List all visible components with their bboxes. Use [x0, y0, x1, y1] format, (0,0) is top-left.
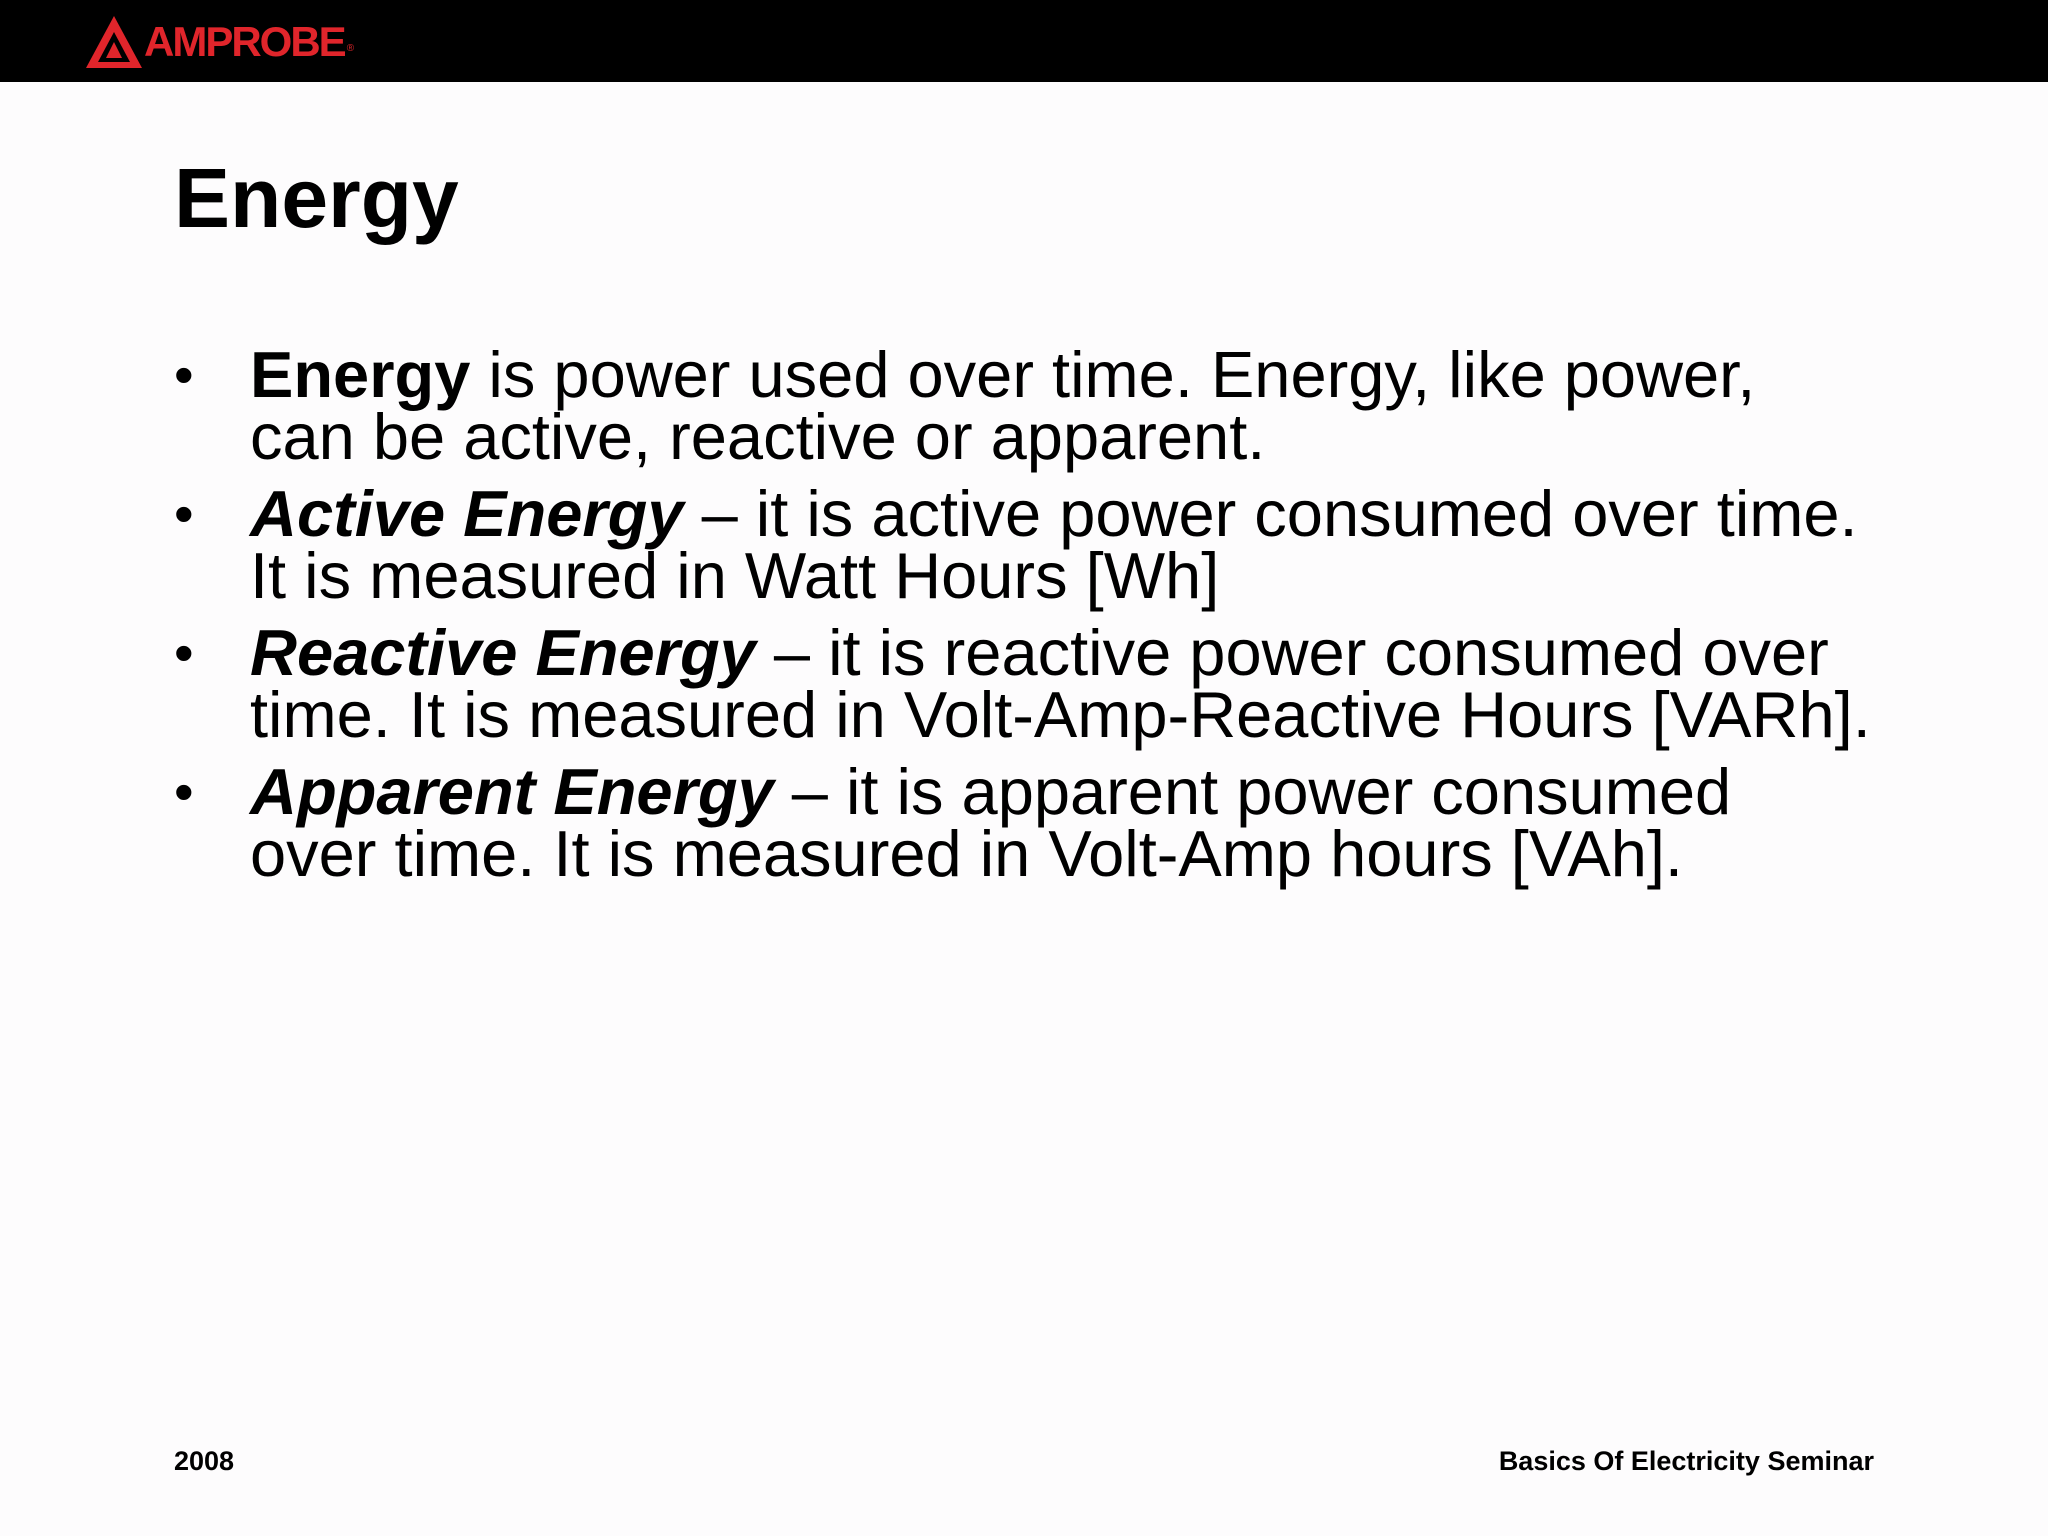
- slide-title: Energy: [174, 151, 459, 245]
- bullet-term: Active Energy: [250, 477, 684, 550]
- bullet-marker: •: [174, 621, 194, 684]
- amprobe-triangle-logo-icon: [84, 14, 144, 70]
- bullet-marker: •: [174, 343, 194, 406]
- brand-name: AMPROBE: [144, 18, 345, 65]
- bullet-item: [174, 755, 1874, 890]
- bullet-item: [174, 616, 1874, 751]
- bullet-term: Reactive Energy: [250, 616, 756, 689]
- bullet-list: [174, 338, 1874, 900]
- amprobe-logo: [84, 14, 354, 70]
- bullet-item: [174, 338, 1874, 473]
- footer-seminar-title: Basics Of Electricity Seminar: [1498, 1446, 1874, 1476]
- bullet-item: [174, 477, 1874, 612]
- bullet-text: – it is active power consumed over time. It is measured in Watt Hours [Wh]: [250, 477, 1858, 612]
- bullet-text: – it is apparent power consumed over time. It is measured in Volt-Amp hours [VAh].: [250, 755, 1732, 890]
- bullet-marker: •: [174, 760, 194, 823]
- bullet-text: is power used over time. Energy, like power, can be active, reactive or apparent.: [250, 338, 1756, 473]
- trademark-symbol: ®: [346, 42, 355, 54]
- bullet-term: Apparent Energy: [250, 755, 774, 828]
- footer-year: 2008: [174, 1446, 235, 1476]
- bullet-text: – it is reactive power consumed over time. It is measured in Volt-Amp-Reactive Hours [VARh].: [250, 616, 1871, 751]
- bullet-term: Energy: [250, 338, 471, 411]
- header-bar: [0, 0, 2048, 82]
- bullet-marker: •: [174, 482, 194, 545]
